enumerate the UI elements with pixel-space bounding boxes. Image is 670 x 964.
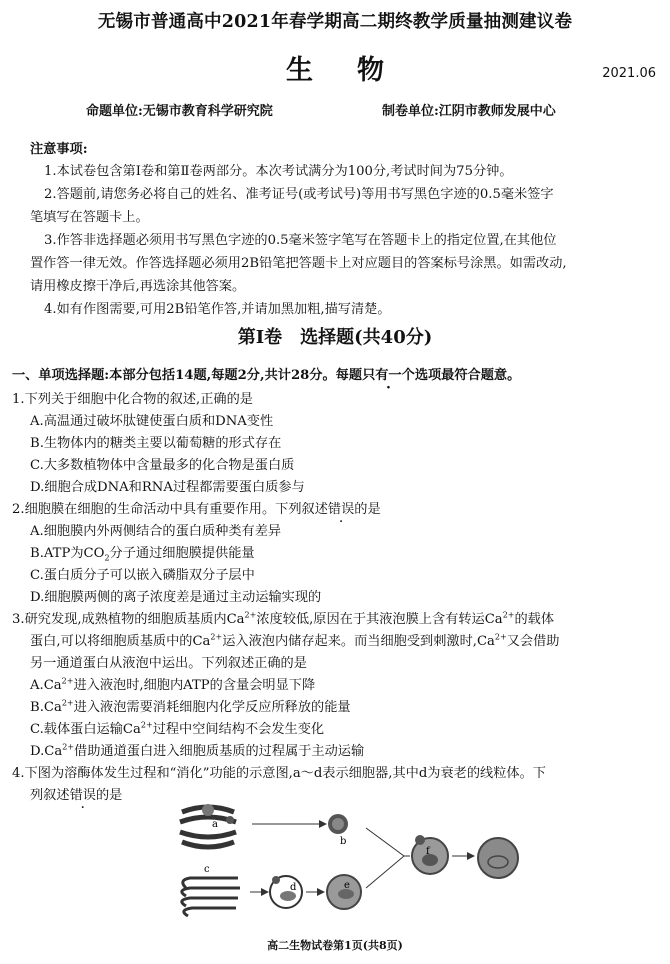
note-line: 4.如有作图需要,可用2B铅笔作答,并请加黑加粗,描写清楚。 xyxy=(44,302,391,317)
endoplasmic-reticulum-c xyxy=(182,864,240,916)
label-a: a xyxy=(212,819,218,830)
lysosome-diagram xyxy=(168,794,528,924)
printing-unit: 制卷单位:江阴市教师发展中心 xyxy=(382,104,556,119)
organelle-e xyxy=(327,875,361,909)
option-a: A.细胞膜内外两侧结合的蛋白质种类有差异 xyxy=(30,524,282,539)
proposition-unit: 命题单位:无锡市教育科学研究院 xyxy=(86,104,273,119)
note-line: 请用橡皮擦干净后,再选涂其他答案。 xyxy=(30,279,246,294)
lysosome-b xyxy=(328,814,348,847)
label-b: b xyxy=(340,836,347,847)
emphasis-text: 错误 xyxy=(69,788,96,803)
page-footer: 高二生物试卷第1页(共8页) xyxy=(267,939,403,952)
option-b: B.ATP为$CO_2$分子通过细胞膜提供能量 xyxy=(30,546,255,563)
golgi-apparatus-a xyxy=(180,804,236,847)
note-line: 3.作答非选择题必须用书写黑色字迹的0.5毫米签字笔写在答题卡上的指定位置,在其他位 xyxy=(44,233,557,248)
option-c: C.载体蛋白运输$Ca^{2+}$过程中空间结构不会发生变化 xyxy=(30,720,325,737)
question-2-stem xyxy=(12,500,381,520)
note-line: 2.答题前,请您务必将自己的姓名、准考证号(或考试号)等用书写黑色字迹的0.5毫米签字 xyxy=(44,187,554,202)
option-b: B.生物体内的糖类主要以葡萄糖的形式存在 xyxy=(30,436,282,451)
option-b: $B.Ca^{2+}$进入液泡需要消耗细胞内化学反应所释放的能量 xyxy=(30,698,351,715)
instruction-text: 一、单项选择题:本部分包括14题,每题2分,共计28分。每题 xyxy=(12,368,363,383)
instruction-text: 选项最符合题意。 xyxy=(414,368,521,383)
digested-residue xyxy=(478,838,518,878)
option-d: $D.Ca^{2+}$借助通道蛋白进入细胞质基质的过程属于主动运输 xyxy=(30,742,365,759)
section-instruction xyxy=(12,366,520,386)
question-3-stem: 3.研究发现,成熟植物的细胞质基质内$Ca^{2+}$浓度较低,原因在于其液泡膜上含有转运$Ca^{2+}$的载体 xyxy=(12,610,555,627)
label-f: f xyxy=(426,846,430,857)
option-a: $A.Ca^{2+}$进入液泡时,细胞内ATP的含量会明显下降 xyxy=(30,676,316,693)
stem-text: 的是 xyxy=(354,502,381,517)
exam-title: 无锡市普通高中2021年春学期高二期终教学质量抽测建议卷 xyxy=(97,12,573,32)
emphasis-text: 只有一个 xyxy=(362,368,415,383)
question-4-stem: 列叙述错误的是 xyxy=(30,788,123,803)
label-c: c xyxy=(204,864,210,875)
label-d: d xyxy=(290,882,297,893)
label-e: e xyxy=(344,880,350,891)
option-d: D.细胞膜两侧的离子浓度差是通过主动运输实现的 xyxy=(30,590,322,605)
stem-text: 2.细胞膜在细胞的生命活动中具有重要作用。下列叙述 xyxy=(12,502,328,517)
question-3-stem: 另一通道蛋白从液泡中运出。下列叙述正确的是 xyxy=(30,656,307,671)
question-1-stem: 1.下列关于细胞中化合物的叙述,正确的是 xyxy=(12,392,253,407)
subject-title: 生物 xyxy=(286,55,428,86)
option-c: C.大多数植物体中含量最多的化合物是蛋白质 xyxy=(30,458,295,473)
note-line: 笔填写在答题卡上。 xyxy=(30,210,149,225)
note-line: 置作答一律无效。作答选择题必须用2B铅笔把答题卡上对应题目的答案标号涂黑。如需改动, xyxy=(30,256,567,271)
option-d: D.细胞合成DNA和RNA过程都需要蛋白质参与 xyxy=(30,480,305,495)
note-line: 1.本试卷包含第Ⅰ卷和第Ⅱ卷两部分。本次考试满分为100分,考试时间为75分钟。 xyxy=(44,164,513,179)
organelle-f xyxy=(412,835,448,874)
converge-line xyxy=(366,828,404,856)
exam-date: 2021.06 xyxy=(602,66,656,81)
emphasis-text: 错误 xyxy=(327,502,355,517)
converge-line xyxy=(366,856,404,888)
option-c: C.蛋白质分子可以嵌入磷脂双分子层中 xyxy=(30,568,255,583)
autophagosome-with-d xyxy=(270,876,302,908)
question-4-stem: 4.下图为溶酶体发生过程和“消化”功能的示意图,a～d表示细胞器,其中d为衰老的线粒体。下 xyxy=(12,766,546,781)
question-3-stem: 蛋白,可以将细胞质基质中的$Ca^{2+}$运入液泡内储存起来。而当细胞受到刺激时$,Ca^{2+}$又会借助 xyxy=(30,632,560,649)
notes-title: 注意事项: xyxy=(30,142,88,157)
option-a: A.高温通过破坏肽键使蛋白质和DNA变性 xyxy=(30,414,274,429)
section-title: 第Ⅰ卷 选择题(共40分) xyxy=(237,327,433,348)
